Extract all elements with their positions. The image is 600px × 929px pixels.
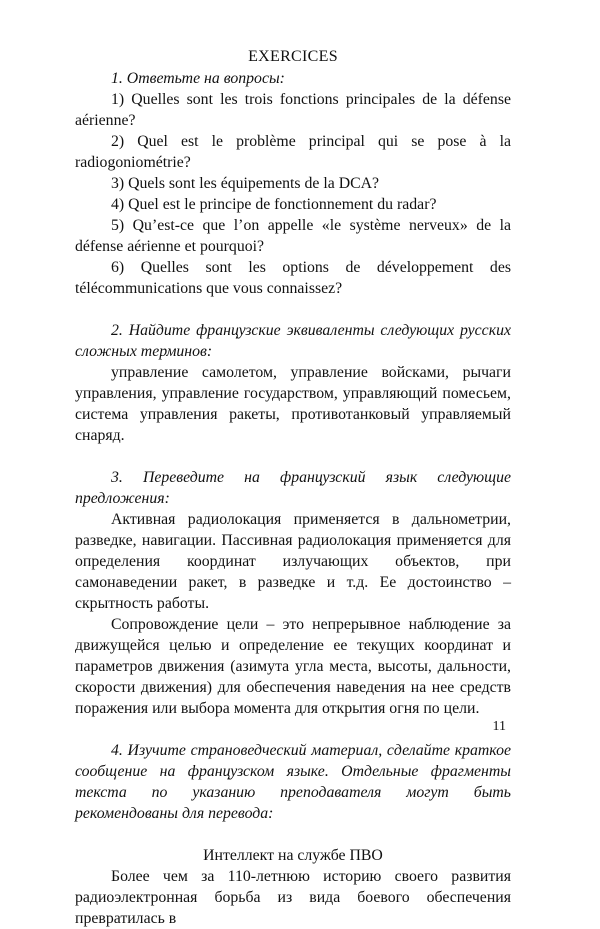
question-3: 3) Quels sont les équipements de la DCA? [111, 175, 380, 192]
text-column [75, 46, 511, 929]
exercise-3-heading: 3. Переведите на французский язык следующие предложения: [75, 469, 511, 507]
question-2: 2) Quel est le problème principal qui se pose à la radiogoniométrie? [75, 133, 511, 171]
page-number: 11 [492, 719, 506, 734]
question-5: 5) Qu’est-ce que l’on appelle «le système nerveux» de la défense aérienne et pourquoi? [75, 217, 511, 255]
exercise-4-text: Более чем за 110-летнюю историю своего развития радиоэлектронная борьба из вида боевого обеспечения превратилась в [75, 868, 511, 927]
spacer [75, 719, 511, 740]
exercise-4-heading: 4. Изучите страноведческий материал, сделайте краткое сообщение на французском языке. Отдельные фрагменты текста по указанию преподавателя могут быть рекомендованы для перевода: [75, 742, 511, 822]
question-1: 1) Quelles sont les trois fonctions principales de la défense aérienne? [75, 91, 511, 129]
question-6: 6) Quelles sont les options de développement des télécommunications que vous connaissez? [75, 259, 511, 297]
question-4: 4) Quel est le principe de fonctionnement du radar? [111, 196, 437, 213]
exercise-2-heading: 2. Найдите французские эквиваленты следующих русских сложных терминов: [75, 322, 511, 360]
spacer [75, 299, 511, 320]
exercise-1-heading: 1. Ответьте на вопросы: [111, 70, 285, 87]
exercise-2-text: управление самолетом, управление войсками, рычаги управления, управление государством, управляющий помесьем, система управления ракеты, противотанковый управляемый снаряд. [75, 364, 511, 444]
page-title: EXERCICES [248, 48, 338, 65]
section-subtitle: Интеллект на службе ПВО [203, 847, 383, 864]
spacer [75, 446, 511, 467]
exercise-3-paragraph-1: Активная радиолокация применяется в дальнометрии, разведке, навигации. Пассивная радиолокация применяется для определения координат излучающих объектов, при самонаведении ракет, в разведке и т.д. Ее достоинство – скрытность работы. [75, 511, 511, 612]
exercise-3-paragraph-2: Сопровождение цели – это непрерывное наблюдение за движущейся целью и определение ее текущих координат и параметров движения (азимута угла места, высоты, дальности, скорости движения) для обеспечения наведения на нее средств поражения или выбора момента для открытия огня по цели. [75, 616, 511, 717]
spacer [75, 824, 511, 845]
